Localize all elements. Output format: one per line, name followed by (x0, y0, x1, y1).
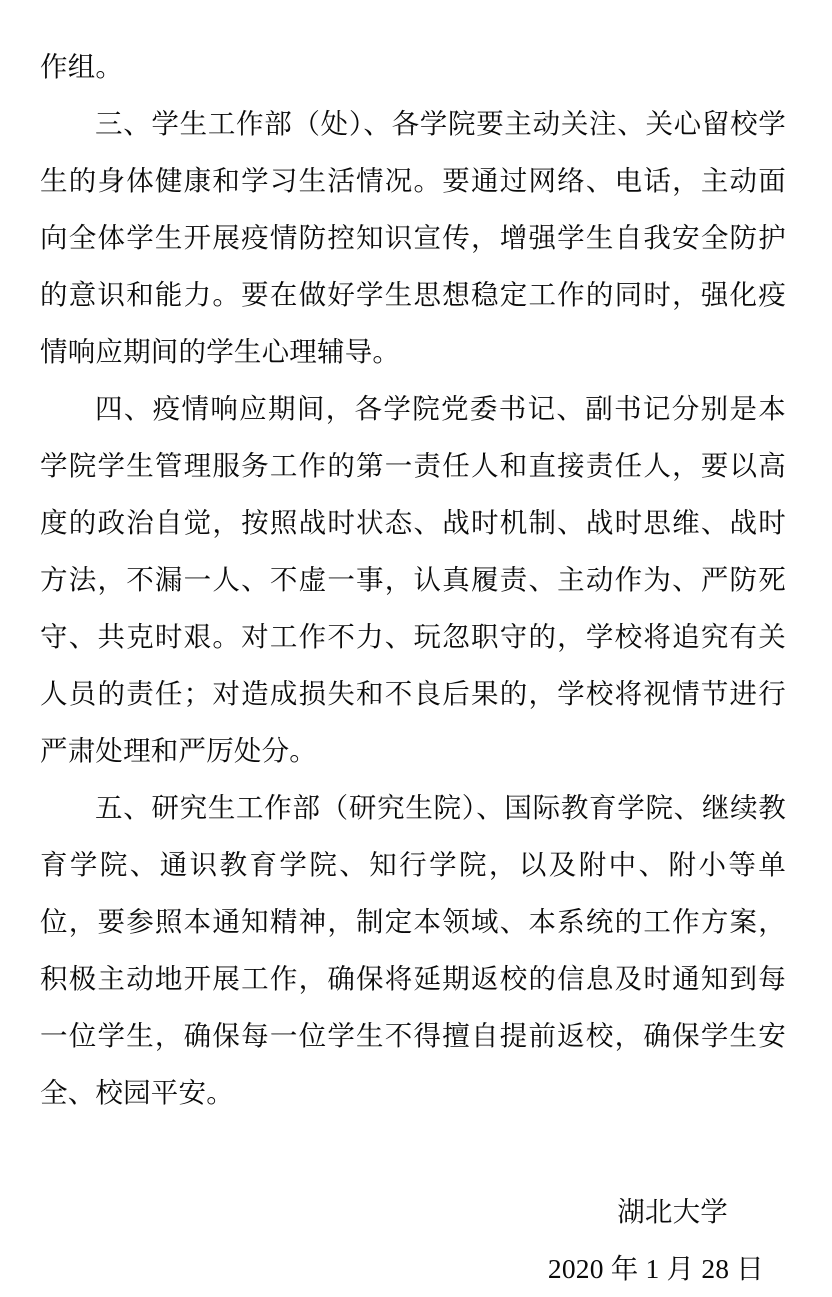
paragraph-item-five: 五、研究生工作部（研究生院）、国际教育学院、继续教育学院、通识教育学院、知行学院，以及附中、附小等单位，要参照本通知精神，制定本领域、本系统的工作方案，积极主动地开展工作，确保将延期返校的信息及时通知到每一位学生，确保每一位学生不得擅自提前返校，确保学生安全、校园平安。 (40, 792, 786, 1108)
document-body (40, 38, 786, 1297)
paragraph-item-four: 四、疫情响应期间，各学院党委书记、副书记分别是本学院学生管理服务工作的第一责任人和直接责任人，要以高度的政治自觉，按照战时状态、战时机制、战时思维、战时方法，不漏一人、不虚一事，认真履责、主动作为、严防死守、共克时艰。对工作不力、玩忽职守的，学校将追究有关人员的责任；对造成损失和不良后果的，学校将视情节进行严肃处理和严厉处分。 (40, 393, 786, 766)
signature-issuer: 湖北大学 (617, 1196, 728, 1227)
paragraph-continued-line: 作组。 (40, 51, 124, 82)
signature-date: 2020 年 1 月 28 日 (547, 1253, 764, 1284)
signature-block (40, 1183, 786, 1297)
paragraph-item-three: 三、学生工作部（处）、各学院要主动关注、关心留校学生的身体健康和学习生活情况。要通过网络、电话，主动面向全体学生开展疫情防控知识宣传，增强学生自我安全防护的意识和能力。要在做好学生思想稳定工作的同时，强化疫情响应期间的学生心理辅导。 (40, 108, 786, 367)
